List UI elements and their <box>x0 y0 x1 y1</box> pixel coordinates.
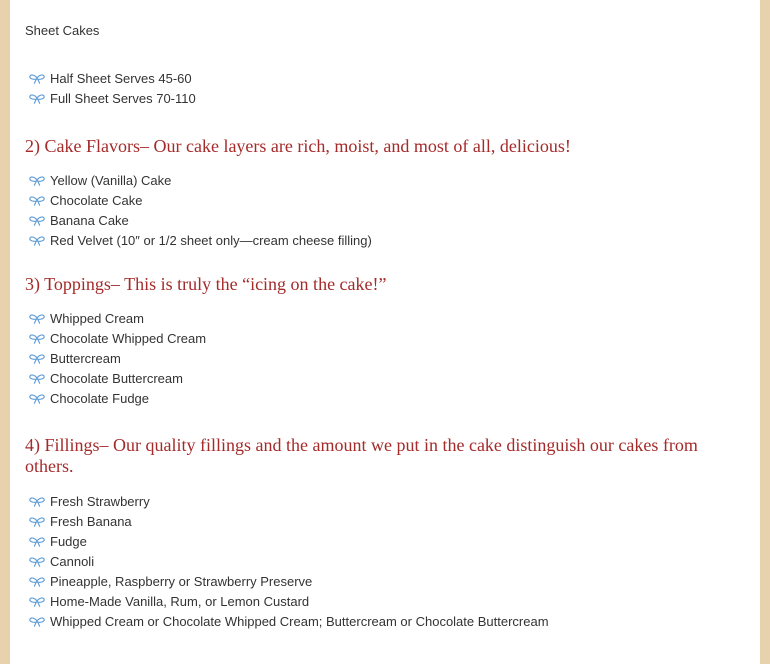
list-item <box>25 191 725 211</box>
bow-ribbon-icon <box>29 94 45 104</box>
list-item-text: Cannoli <box>50 554 95 569</box>
cake-flavors-list <box>25 171 725 251</box>
bow-ribbon-icon <box>29 236 45 246</box>
list-item-text: Whipped Cream or Chocolate Whipped Cream; Buttercream or Chocolate Buttercream <box>50 614 549 629</box>
list-item-text: Home-Made Vanilla, Rum, or Lemon Custard <box>50 594 310 609</box>
list-item-text: Yellow (Vanilla) Cake <box>50 173 172 188</box>
bow-ribbon-icon <box>29 617 45 627</box>
bow-ribbon-icon <box>29 334 45 344</box>
list-item <box>25 532 725 552</box>
list-item <box>25 89 725 109</box>
bow-ribbon-icon <box>29 374 45 384</box>
fillings-list <box>25 492 725 632</box>
list-item-text: Fresh Strawberry <box>50 494 150 509</box>
list-item <box>25 369 725 389</box>
bow-ribbon-icon <box>29 577 45 587</box>
list-item <box>25 572 725 592</box>
list-item <box>25 612 725 632</box>
list-item <box>25 171 725 191</box>
list-item-text: Buttercream <box>50 351 121 366</box>
list-item-text: Half Sheet Serves 45-60 <box>50 71 192 86</box>
bow-ribbon-icon <box>29 196 45 206</box>
toppings-list <box>25 309 725 409</box>
list-item <box>25 552 725 572</box>
list-item <box>25 492 725 512</box>
bow-ribbon-icon <box>29 597 45 607</box>
list-item-text: Chocolate Buttercream <box>50 371 183 386</box>
list-item-text: Red Velvet (10″ or 1/2 sheet only—cream cheese filling) <box>50 233 372 248</box>
bow-ribbon-icon <box>29 216 45 226</box>
sheet-cakes-label: Sheet Cakes <box>25 23 100 38</box>
list-item-text: Fudge <box>50 534 87 549</box>
list-item <box>25 69 725 89</box>
bow-ribbon-icon <box>29 176 45 186</box>
toppings-heading: 3) Toppings– This is truly the “icing on the cake!” <box>25 274 387 294</box>
page-content-area <box>10 0 760 664</box>
cake-flavors-heading: 2) Cake Flavors– Our cake layers are rich, moist, and most of all, delicious! <box>25 136 571 156</box>
bow-ribbon-icon <box>29 74 45 84</box>
fillings-heading: 4) Fillings– Our quality fillings and the amount we put in the cake distinguish our cakes from others. <box>25 435 698 476</box>
bow-ribbon-icon <box>29 354 45 364</box>
cake-menu-content <box>25 0 725 632</box>
list-item-text: Whipped Cream <box>50 311 144 326</box>
bow-ribbon-icon <box>29 557 45 567</box>
list-item-text: Full Sheet Serves 70-110 <box>50 91 196 106</box>
bow-ribbon-icon <box>29 517 45 527</box>
bow-ribbon-icon <box>29 537 45 547</box>
list-item-text: Chocolate Cake <box>50 193 143 208</box>
sheet-size-list <box>25 69 725 109</box>
list-item-text: Chocolate Fudge <box>50 391 150 406</box>
list-item-text: Banana Cake <box>50 213 129 228</box>
list-item-text: Fresh Banana <box>50 514 132 529</box>
list-item <box>25 592 725 612</box>
list-item <box>25 512 725 532</box>
list-item <box>25 309 725 329</box>
list-item <box>25 389 725 409</box>
list-item <box>25 329 725 349</box>
bow-ribbon-icon <box>29 314 45 324</box>
list-item <box>25 349 725 369</box>
list-item <box>25 231 725 251</box>
bow-ribbon-icon <box>29 497 45 507</box>
list-item-text: Chocolate Whipped Cream <box>50 331 207 346</box>
bow-ribbon-icon <box>29 394 45 404</box>
list-item-text: Pineapple, Raspberry or Strawberry Preserve <box>50 574 313 589</box>
list-item <box>25 211 725 231</box>
